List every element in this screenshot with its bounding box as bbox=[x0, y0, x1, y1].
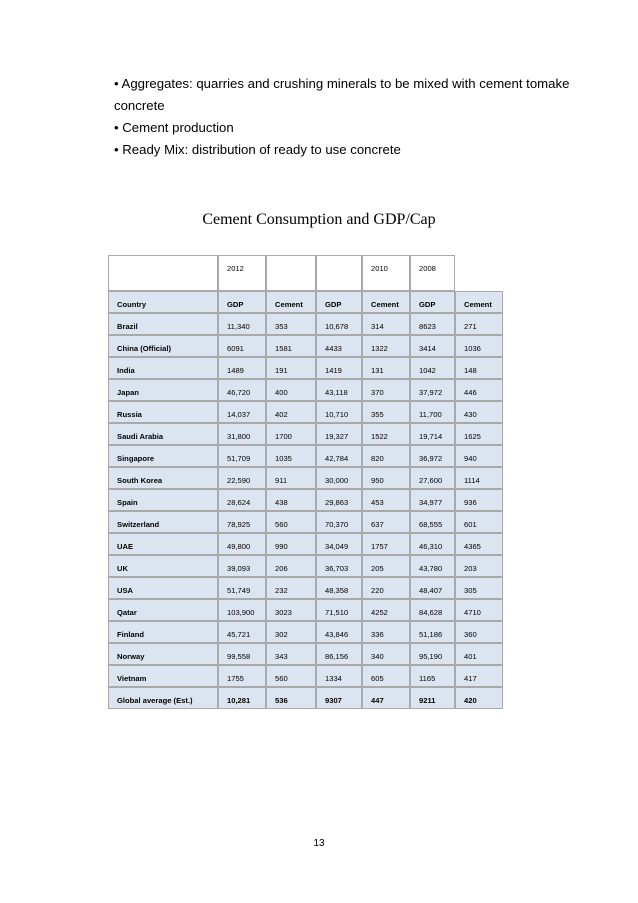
table-cell: 99,558 bbox=[218, 643, 266, 665]
page-number: 13 bbox=[313, 838, 325, 849]
year-header-cell: 2012 bbox=[218, 255, 266, 291]
column-header: Cement bbox=[362, 291, 410, 313]
table-cell: 9307 bbox=[316, 687, 362, 709]
table-row-country: Qatar bbox=[108, 599, 218, 621]
table-cell: 36,972 bbox=[410, 445, 455, 467]
table-cell: 637 bbox=[362, 511, 410, 533]
table-cell: 3023 bbox=[266, 599, 316, 621]
table-cell: 28,624 bbox=[218, 489, 266, 511]
column-header: Cement bbox=[455, 291, 503, 313]
table-cell: 401 bbox=[455, 643, 503, 665]
table-cell: 43,118 bbox=[316, 379, 362, 401]
year-header-blank bbox=[108, 255, 218, 291]
column-header: GDP bbox=[316, 291, 362, 313]
table-cell: 1322 bbox=[362, 335, 410, 357]
table-cell: 78,925 bbox=[218, 511, 266, 533]
column-header: Country bbox=[108, 291, 218, 313]
table-cell: 370 bbox=[362, 379, 410, 401]
table-cell: 14,037 bbox=[218, 401, 266, 423]
table-cell: 1042 bbox=[410, 357, 455, 379]
table-cell: 1522 bbox=[362, 423, 410, 445]
table-cell: 51,749 bbox=[218, 577, 266, 599]
table-cell: 148 bbox=[455, 357, 503, 379]
table-row-country: UK bbox=[108, 555, 218, 577]
table-cell: 820 bbox=[362, 445, 410, 467]
column-header: GDP bbox=[218, 291, 266, 313]
table-cell: 43,780 bbox=[410, 555, 455, 577]
table-cell: 936 bbox=[455, 489, 503, 511]
table-cell: 560 bbox=[266, 511, 316, 533]
table-cell: 46,310 bbox=[410, 533, 455, 555]
bullet-aggregates-continued: concrete bbox=[114, 98, 165, 113]
table-cell: 605 bbox=[362, 665, 410, 687]
table-cell: 6091 bbox=[218, 335, 266, 357]
table-row-country: Switzerland bbox=[108, 511, 218, 533]
table-cell: 1114 bbox=[455, 467, 503, 489]
table-cell: 360 bbox=[455, 621, 503, 643]
table-row-country: China (Official) bbox=[108, 335, 218, 357]
table-cell: 3414 bbox=[410, 335, 455, 357]
table-row-country: Japan bbox=[108, 379, 218, 401]
table-cell: 402 bbox=[266, 401, 316, 423]
table-row-country: Vietnam bbox=[108, 665, 218, 687]
column-header: Cement bbox=[266, 291, 316, 313]
table-cell: 4433 bbox=[316, 335, 362, 357]
table-cell: 447 bbox=[362, 687, 410, 709]
table-cell: 95,190 bbox=[410, 643, 455, 665]
table-cell: 1419 bbox=[316, 357, 362, 379]
table-cell: 30,000 bbox=[316, 467, 362, 489]
table-cell: 1334 bbox=[316, 665, 362, 687]
bullet-list bbox=[114, 73, 584, 161]
table-cell: 438 bbox=[266, 489, 316, 511]
table-cell: 1757 bbox=[362, 533, 410, 555]
table-cell: 940 bbox=[455, 445, 503, 467]
table-cell: 536 bbox=[266, 687, 316, 709]
table-cell: 103,900 bbox=[218, 599, 266, 621]
table-cell: 27,600 bbox=[410, 467, 455, 489]
table-cell: 19,327 bbox=[316, 423, 362, 445]
table-cell: 10,281 bbox=[218, 687, 266, 709]
table-row-country: UAE bbox=[108, 533, 218, 555]
bullet-cement-production: • Cement production bbox=[114, 120, 234, 135]
table-cell: 8623 bbox=[410, 313, 455, 335]
table-cell: 46,720 bbox=[218, 379, 266, 401]
table-cell: 36,703 bbox=[316, 555, 362, 577]
table-row-country: Singapore bbox=[108, 445, 218, 467]
table-cell: 11,700 bbox=[410, 401, 455, 423]
table-row-country: Russia bbox=[108, 401, 218, 423]
table-cell: 314 bbox=[362, 313, 410, 335]
year-header-cell: 2010 bbox=[362, 255, 410, 291]
table-cell: 34,049 bbox=[316, 533, 362, 555]
table-row-country: Saudi Arabia bbox=[108, 423, 218, 445]
table-cell: 86,156 bbox=[316, 643, 362, 665]
table-cell: 601 bbox=[455, 511, 503, 533]
table-cell: 51,186 bbox=[410, 621, 455, 643]
table-cell: 29,863 bbox=[316, 489, 362, 511]
table-cell: 48,358 bbox=[316, 577, 362, 599]
table-cell: 1165 bbox=[410, 665, 455, 687]
table-cell: 37,972 bbox=[410, 379, 455, 401]
year-header-cell: 2008 bbox=[410, 255, 455, 291]
table-cell: 11,340 bbox=[218, 313, 266, 335]
table-row-country: Global average (Est.) bbox=[108, 687, 218, 709]
table-cell: 131 bbox=[362, 357, 410, 379]
bullet-ready-mix: • Ready Mix: distribution of ready to use concrete bbox=[114, 142, 401, 157]
table-row-country: South Korea bbox=[108, 467, 218, 489]
table-cell: 400 bbox=[266, 379, 316, 401]
table-cell: 353 bbox=[266, 313, 316, 335]
table-cell: 205 bbox=[362, 555, 410, 577]
table-cell: 1755 bbox=[218, 665, 266, 687]
table-cell: 4252 bbox=[362, 599, 410, 621]
table-title: Cement Consumption and GDP/Cap bbox=[202, 211, 436, 228]
year-header-cell bbox=[266, 255, 316, 291]
table-cell: 48,407 bbox=[410, 577, 455, 599]
table-cell: 10,678 bbox=[316, 313, 362, 335]
table-row-country: Norway bbox=[108, 643, 218, 665]
table-cell: 43,846 bbox=[316, 621, 362, 643]
table-cell: 1581 bbox=[266, 335, 316, 357]
table-cell: 355 bbox=[362, 401, 410, 423]
table-cell: 453 bbox=[362, 489, 410, 511]
table-cell: 19,714 bbox=[410, 423, 455, 445]
table-cell: 31,800 bbox=[218, 423, 266, 445]
table-cell: 271 bbox=[455, 313, 503, 335]
table-cell: 191 bbox=[266, 357, 316, 379]
table-cell: 206 bbox=[266, 555, 316, 577]
table-cell: 49,800 bbox=[218, 533, 266, 555]
table-cell: 51,709 bbox=[218, 445, 266, 467]
table-cell: 42,784 bbox=[316, 445, 362, 467]
table-cell: 336 bbox=[362, 621, 410, 643]
table-cell: 1625 bbox=[455, 423, 503, 445]
table-cell: 84,628 bbox=[410, 599, 455, 621]
table-cell: 305 bbox=[455, 577, 503, 599]
table-cell: 39,093 bbox=[218, 555, 266, 577]
table-cell: 340 bbox=[362, 643, 410, 665]
table-cell: 560 bbox=[266, 665, 316, 687]
table-cell: 343 bbox=[266, 643, 316, 665]
table-cell: 1489 bbox=[218, 357, 266, 379]
table-row-country: USA bbox=[108, 577, 218, 599]
table-row-country: Spain bbox=[108, 489, 218, 511]
table-row-country: Finland bbox=[108, 621, 218, 643]
table-cell: 34,977 bbox=[410, 489, 455, 511]
table-cell: 4710 bbox=[455, 599, 503, 621]
table-row-country: India bbox=[108, 357, 218, 379]
table-cell: 45,721 bbox=[218, 621, 266, 643]
table-cell: 10,710 bbox=[316, 401, 362, 423]
table-cell: 430 bbox=[455, 401, 503, 423]
column-header: GDP bbox=[410, 291, 455, 313]
table-cell: 911 bbox=[266, 467, 316, 489]
table-cell: 22,590 bbox=[218, 467, 266, 489]
table-cell: 9211 bbox=[410, 687, 455, 709]
table-cell: 68,555 bbox=[410, 511, 455, 533]
table-cell: 70,370 bbox=[316, 511, 362, 533]
table-cell: 302 bbox=[266, 621, 316, 643]
table-cell: 990 bbox=[266, 533, 316, 555]
table-cell: 950 bbox=[362, 467, 410, 489]
table-row-country: Brazil bbox=[108, 313, 218, 335]
table-cell: 1035 bbox=[266, 445, 316, 467]
table-cell: 1700 bbox=[266, 423, 316, 445]
bullet-aggregates: • Aggregates: quarries and crushing minerals to be mixed with cement tomake bbox=[114, 76, 570, 91]
table-cell: 4365 bbox=[455, 533, 503, 555]
table-cell: 203 bbox=[455, 555, 503, 577]
table-cell: 1036 bbox=[455, 335, 503, 357]
table-cell: 220 bbox=[362, 577, 410, 599]
table-cell: 446 bbox=[455, 379, 503, 401]
table-cell: 420 bbox=[455, 687, 503, 709]
table-cell: 232 bbox=[266, 577, 316, 599]
table-cell: 417 bbox=[455, 665, 503, 687]
table-cell: 71,510 bbox=[316, 599, 362, 621]
year-header-cell bbox=[316, 255, 362, 291]
